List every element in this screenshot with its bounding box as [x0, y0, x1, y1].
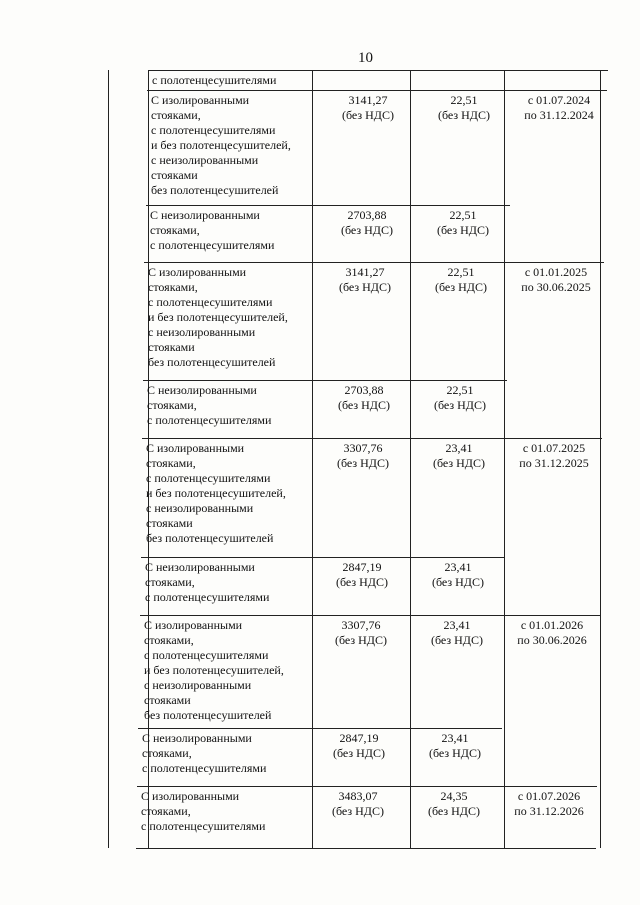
tariff-value-cell: 3307,76 (без НДС)	[334, 618, 387, 647]
validity-period-cell: с 01.01.2026 по 30.06.2026	[517, 618, 587, 647]
component-value-cell: 22,51 (без НДС)	[433, 383, 486, 412]
table-horizontal-rule	[141, 557, 505, 558]
table-horizontal-rule	[144, 262, 604, 263]
tariff-value-cell: 3483,07 (без НДС)	[331, 789, 384, 818]
object-type-cell: С изолированными стояками, с полотенцесушителями и без полотенцесушителей, с неизолированными стояками без полотенцесушителей	[144, 618, 284, 722]
component-value-cell: 22,51 (без НДС)	[434, 265, 487, 294]
component-value-cell: 22,51 (без НДС)	[436, 208, 489, 237]
component-value-cell: 23,41 (без НДС)	[432, 441, 485, 470]
object-type-cell: С изолированными стояками, с полотенцесушителями и без полотенцесушителей, с неизолированными стояками без полотенцесушителей	[148, 265, 288, 369]
object-type-cell: С изолированными стояками, с полотенцесушителями и без полотенцесушителей, с неизолированными стояками без полотенцесушителей	[151, 93, 291, 197]
object-type-cell: С неизолированными стояками, с полотенцесушителями	[142, 731, 267, 775]
table-horizontal-rule	[148, 70, 608, 71]
component-value-cell: 22,51 (без НДС)	[437, 93, 490, 122]
table-horizontal-rule	[136, 848, 596, 849]
component-value-cell: 24,35 (без НДС)	[427, 789, 480, 818]
table-horizontal-rule	[142, 438, 602, 439]
table-horizontal-rule	[140, 615, 600, 616]
object-type-cell: с полотенцесушителями	[152, 73, 277, 87]
tariff-value-cell: 3141,27 (без НДС)	[341, 93, 394, 122]
tariff-value-cell: 3141,27 (без НДС)	[338, 265, 391, 294]
tariff-value-cell: 2703,88 (без НДС)	[337, 383, 390, 412]
validity-period-cell: с 01.07.2026 по 31.12.2026	[514, 789, 584, 818]
tariff-value-cell: 2847,19 (без НДС)	[332, 731, 385, 760]
table-horizontal-rule	[138, 728, 502, 729]
table-horizontal-rule	[137, 786, 597, 787]
object-type-cell: С неизолированными стояками, с полотенцесушителями	[145, 560, 270, 604]
validity-period-cell: с 01.07.2025 по 31.12.2025	[519, 441, 589, 470]
table-horizontal-rule	[143, 380, 507, 381]
validity-period-cell: с 01.01.2025 по 30.06.2025	[521, 265, 591, 294]
object-type-cell: С неизолированными стояками, с полотенцесушителями	[147, 383, 272, 427]
object-type-cell: С изолированными стояками, с полотенцесушителями и без полотенцесушителей, с неизолированными стояками без полотенцесушителей	[146, 441, 286, 545]
object-type-cell: С неизолированными стояками, с полотенцесушителями	[150, 208, 275, 252]
table-vertical-rule	[108, 70, 109, 848]
component-value-cell: 23,41 (без НДС)	[431, 560, 484, 589]
table-horizontal-rule	[147, 90, 607, 91]
component-value-cell: 23,41 (без НДС)	[428, 731, 481, 760]
tariff-value-cell: 2703,88 (без НДС)	[340, 208, 393, 237]
table-horizontal-rule	[146, 205, 510, 206]
tariff-value-cell: 3307,76 (без НДС)	[336, 441, 389, 470]
object-type-cell: С изолированными стояками, с полотенцесушителями	[141, 789, 266, 833]
tariff-value-cell: 2847,19 (без НДС)	[335, 560, 388, 589]
component-value-cell: 23,41 (без НДС)	[430, 618, 483, 647]
page-number: 10	[358, 50, 373, 66]
validity-period-cell: с 01.07.2024 по 31.12.2024	[524, 93, 594, 122]
